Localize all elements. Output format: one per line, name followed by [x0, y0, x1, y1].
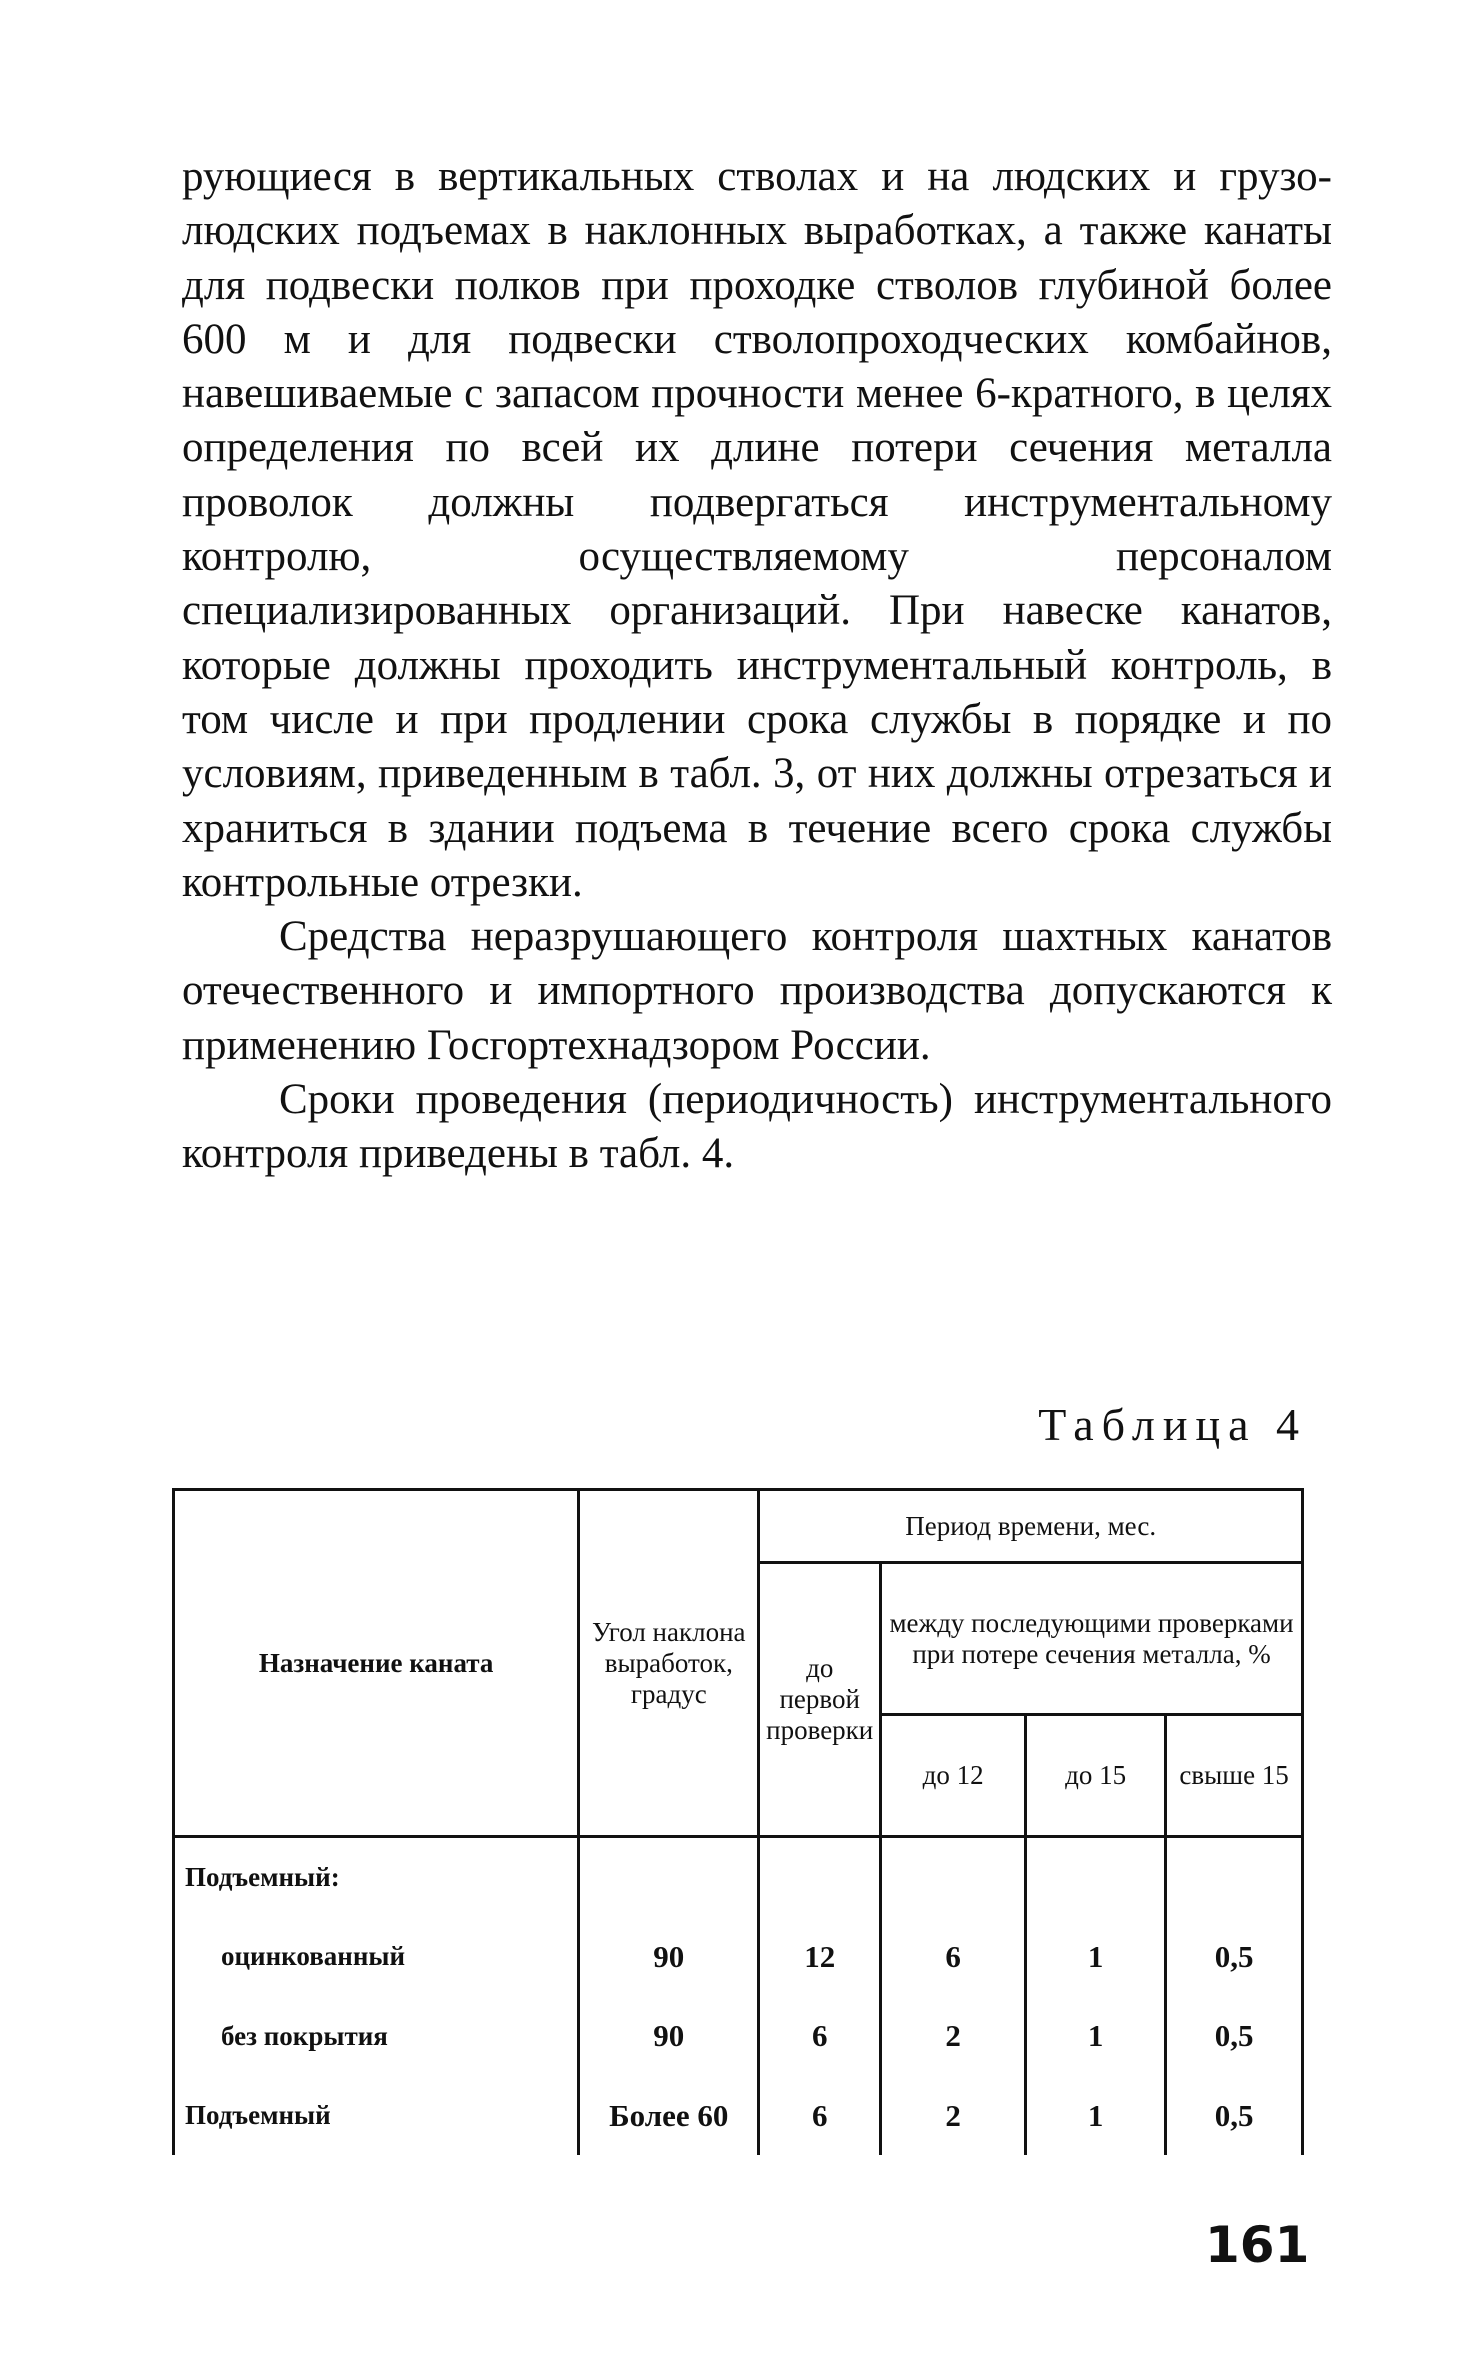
header-first-check: до первой проверки	[759, 1563, 881, 1837]
table-row	[174, 1997, 1303, 2076]
row-c15plus	[1166, 1837, 1303, 1918]
header-upto-15: до 15	[1026, 1715, 1166, 1837]
row-c15	[1026, 1837, 1166, 1918]
row-angle	[579, 1837, 759, 1918]
header-upto-12: до 12	[881, 1715, 1026, 1837]
row-name: без покрытия	[174, 1997, 579, 2076]
table-row	[174, 1917, 1303, 1996]
header-purpose: Назначение каната	[174, 1490, 579, 1837]
header-between-checks: между последующими проверками при потере сечения металла, %	[881, 1563, 1303, 1715]
table-row	[174, 2076, 1303, 2155]
header-period: Период времени, мес.	[759, 1490, 1303, 1563]
row-first: 12	[759, 1917, 881, 1996]
paragraph-1: рующиеся в вертикальных стволах и на людских и грузо-людских подъемах в наклонных выработках, а также канаты для подвески полков при проходке стволов глубиной более 600 м и для подвески стволопроходческих комбайнов, навешиваемые с запасом прочности менее 6-кратного, в целях определения по всей их длине потери сечения металла проволок должны подвергаться инструментальному контролю, осуществляемому персоналом специализированных организаций. При навеске канатов, которые должны проходить инструментальный контроль, в том числе и при продлении срока службы в порядке и по условиям, приведенным в табл. 3, от них должны отрезаться и храниться в здании подъема в течение всего срока службы контрольные отрезки.	[182, 153, 1332, 906]
row-name: Подъемный	[174, 2076, 579, 2155]
header-over-15: свыше 15	[1166, 1715, 1303, 1837]
row-c15plus: 0,5	[1166, 1917, 1303, 1996]
row-first: 6	[759, 1997, 881, 2076]
row-c12: 2	[881, 1997, 1026, 2076]
row-c12: 2	[881, 2076, 1026, 2155]
row-c15plus: 0,5	[1166, 1997, 1303, 2076]
row-angle: 90	[579, 1997, 759, 2076]
row-name: оцинкованный	[174, 1917, 579, 1996]
table-caption: Таблица 4	[1038, 1399, 1307, 1450]
row-first	[759, 1837, 881, 1918]
row-name: Подъемный:	[174, 1837, 579, 1918]
row-angle: 90	[579, 1917, 759, 1996]
row-c15plus: 0,5	[1166, 2076, 1303, 2155]
row-c15: 1	[1026, 2076, 1166, 2155]
paragraph-3: Сроки проведения (периодичность) инструментального контроля приведены в табл. 4.	[182, 1076, 1332, 1178]
row-c15: 1	[1026, 1997, 1166, 2076]
body-text	[182, 150, 1332, 1182]
row-angle: Более 60	[579, 2076, 759, 2155]
row-c12: 6	[881, 1917, 1026, 1996]
header-angle: Угол наклона выработок, градус	[579, 1490, 759, 1837]
row-first: 6	[759, 2076, 881, 2155]
row-c15: 1	[1026, 1917, 1166, 1996]
paragraph-2: Средства неразрушающего контроля шахтных канатов отечественного и импортного производства допускаются к применению Госгортехнадзором России.	[182, 913, 1332, 1069]
page-number: 161	[1205, 2216, 1310, 2274]
table-row	[174, 1837, 1303, 1918]
inspection-table	[172, 1488, 1304, 2155]
row-c12	[881, 1837, 1026, 1918]
